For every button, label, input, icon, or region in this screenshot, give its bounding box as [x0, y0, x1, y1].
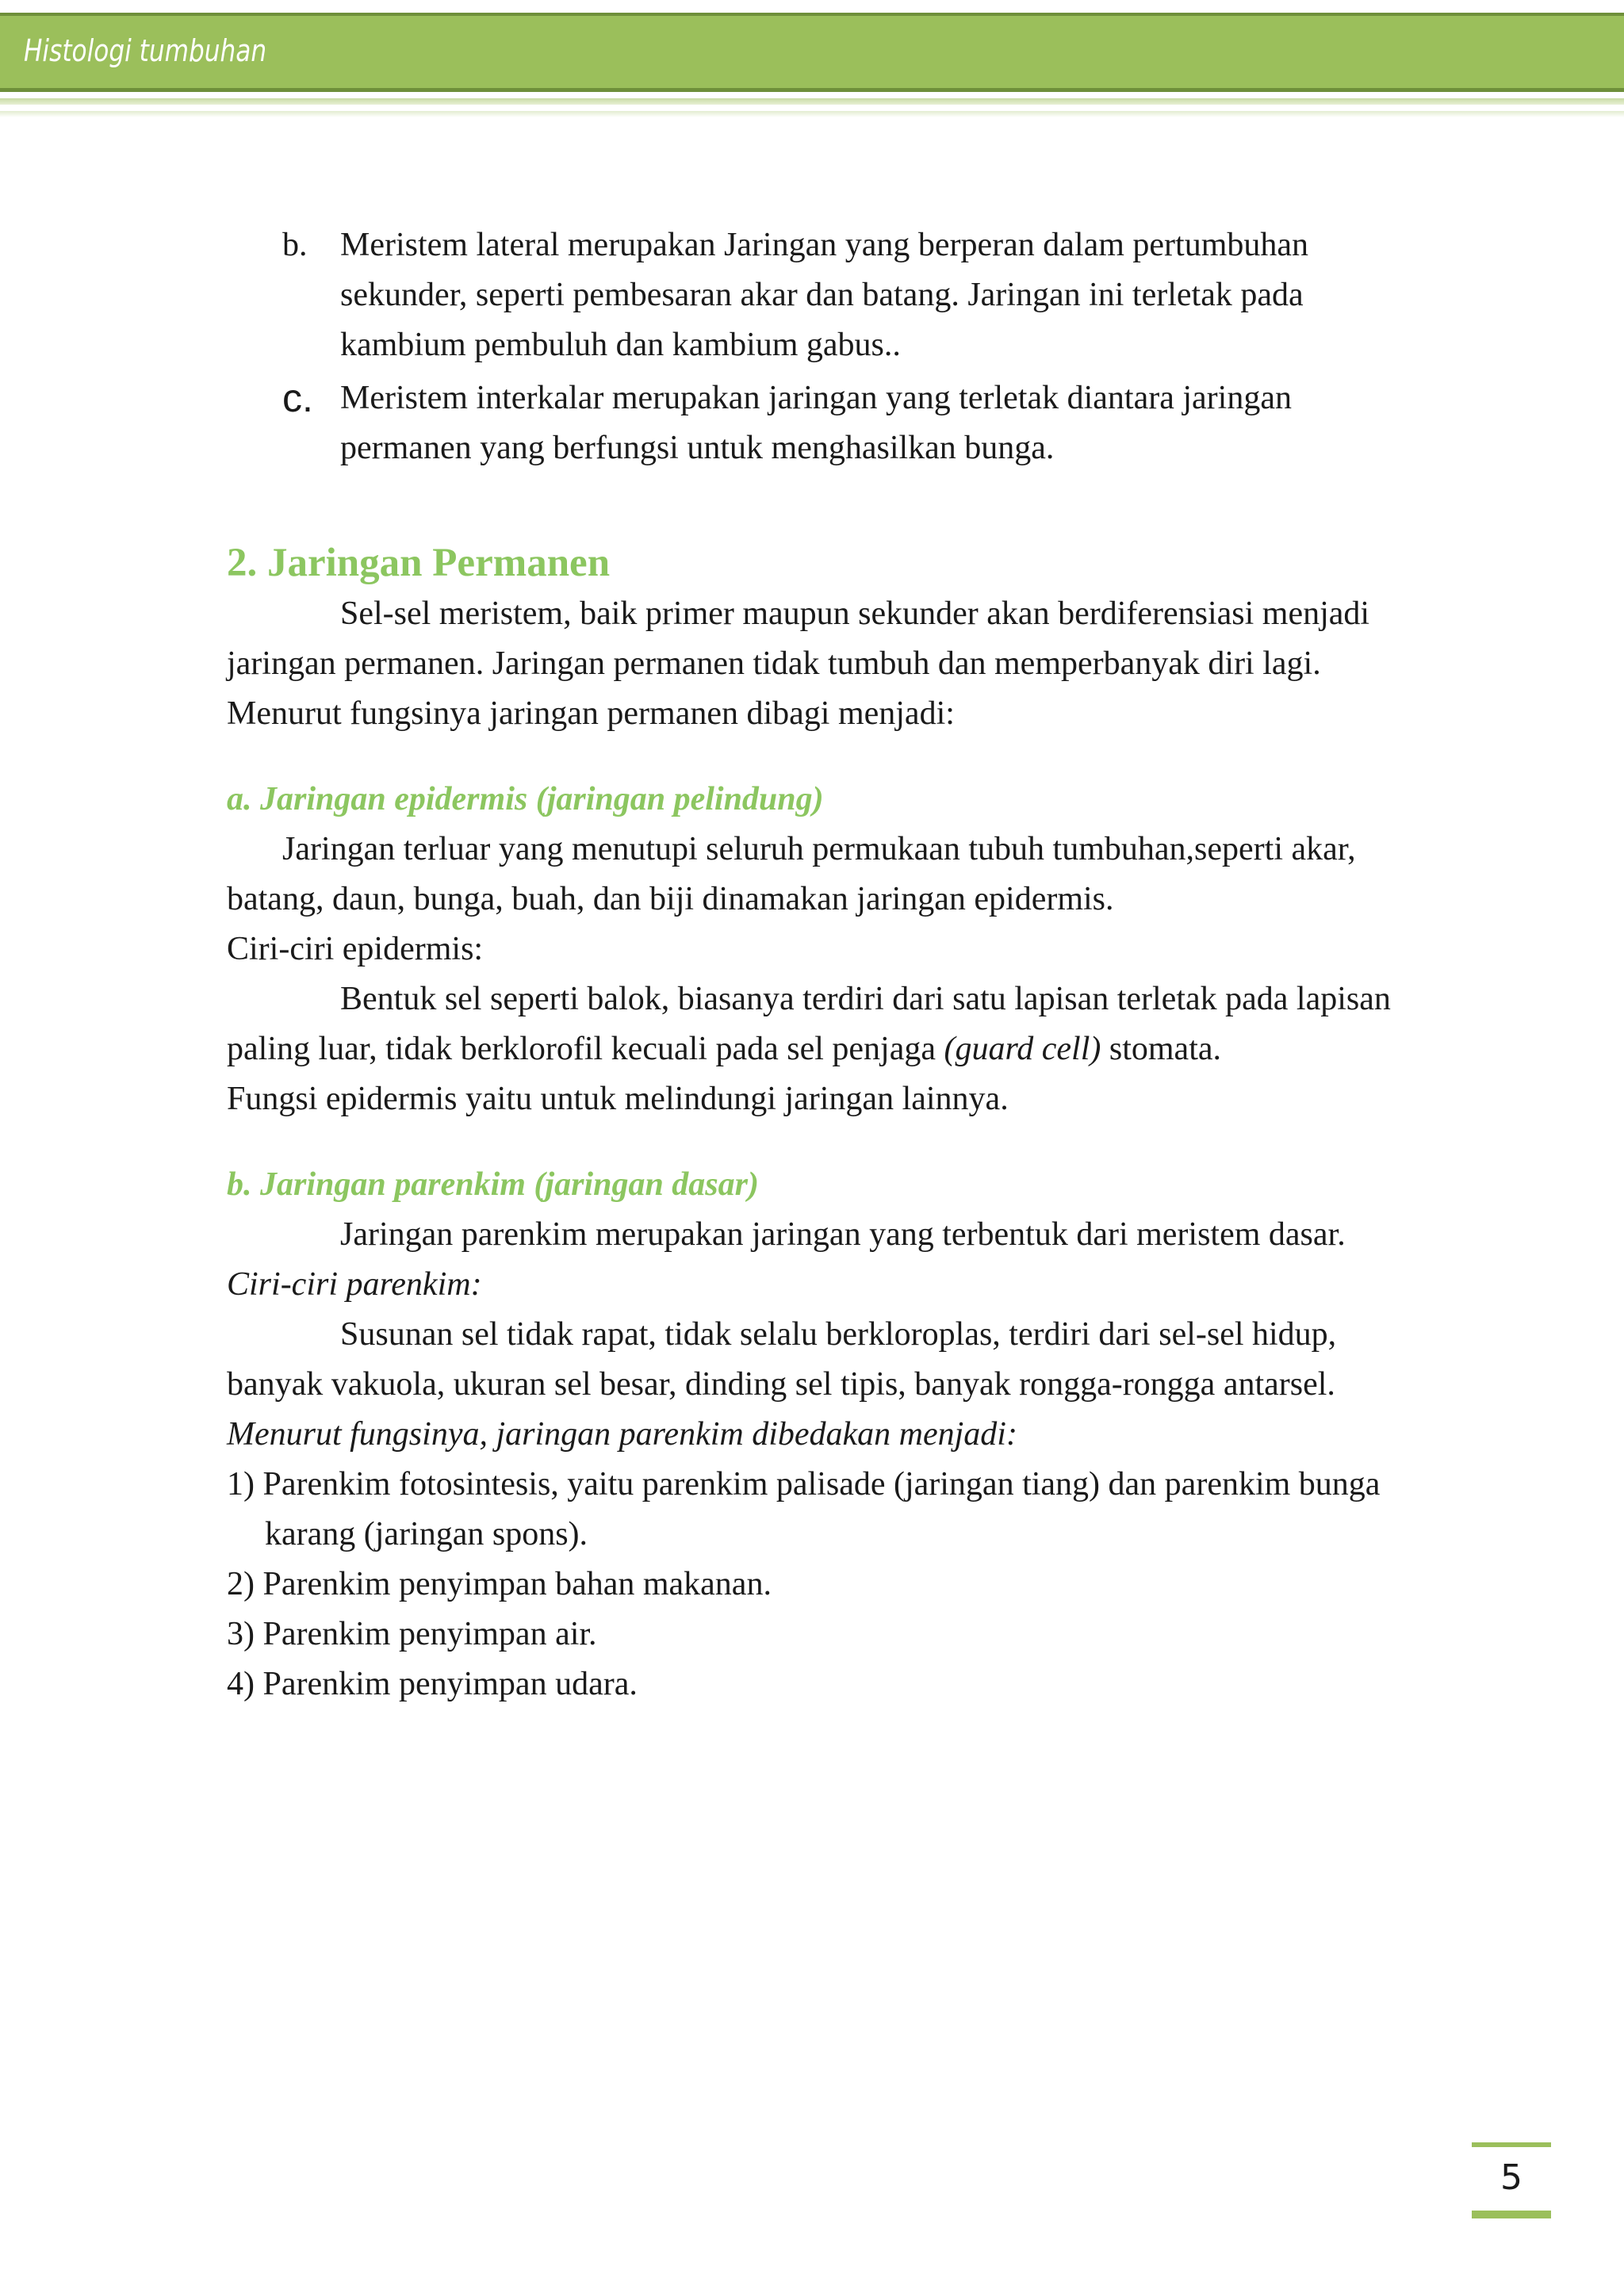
- section-heading-jaringan-permanen: 2. Jaringan Permanen: [227, 541, 611, 585]
- paragraph-ciri-epidermis: [227, 974, 1400, 1074]
- list-item-meristem-lateral: [227, 220, 1400, 370]
- ciri-text-italic: (guard cell): [944, 1031, 1101, 1067]
- page-content: [227, 220, 1400, 1709]
- paragraph-intro-2: Menurut fungsinya jaringan permanen dibagi menjadi:: [227, 695, 955, 732]
- paragraph-parenkim: Jaringan parenkim merupakan jaringan yang terbentuk dari meristem dasar.: [340, 1216, 1346, 1253]
- ciri-text-b: stomata.: [1101, 1031, 1222, 1067]
- list-marker: b.: [282, 227, 308, 263]
- paragraph-ciri-parenkim-1: Susunan sel tidak rapat, tidak selalu berkloroplas, terdiri dari sel-sel hidup,: [340, 1316, 1337, 1353]
- label-ciri-parenkim: Ciri-ciri parenkim:: [227, 1266, 482, 1303]
- header-divider: [0, 98, 1624, 105]
- list-item-text: Meristem lateral merupakan Jaringan yang berperan dalam pertumbuhan sekunder, seperti pembesaran akar dan batang. Jaringan ini terletak pada kambium pembuluh dan kambium gabus..: [340, 227, 1309, 363]
- list-item-parenkim: 4) Parenkim penyimpan udara.: [227, 1666, 638, 1702]
- paragraph-intro: Sel-sel meristem, baik primer maupun sekunder akan berdiferensiasi menjadi jaringan permanen. Jaringan permanen tidak tumbuh dan memperbanyak diri lagi.: [227, 595, 1370, 682]
- label-ciri-epidermis: Ciri-ciri epidermis:: [227, 931, 484, 967]
- page-number: 5: [1472, 2142, 1551, 2218]
- subheading-epidermis: a. Jaringan epidermis (jaringan pelindung): [227, 781, 824, 817]
- header-title: Histologi tumbuhan: [24, 33, 267, 68]
- label-fungsi-parenkim: Menurut fungsinya, jaringan parenkim dibedakan menjadi:: [227, 1416, 1017, 1453]
- list-item-parenkim: 2) Parenkim penyimpan bahan makanan.: [227, 1566, 772, 1602]
- ciri-text-a: Bentuk sel seperti balok, biasanya terdiri dari satu lapisan terletak pada lapisan paling luar, tidak berklorofil kecuali pada sel penjaga: [227, 981, 1391, 1067]
- list-item-text: Meristem interkalar merupakan jaringan yang terletak diantara jaringan permanen yang berfungsi untuk menghasilkan bunga.: [340, 380, 1292, 466]
- header-bar: [0, 13, 1624, 92]
- paragraph-ciri-parenkim-2: banyak vakuola, ukuran sel besar, dinding sel tipis, banyak rongga-rongga antarsel.: [227, 1366, 1335, 1403]
- paragraph-epidermis: Jaringan terluar yang menutupi seluruh permukaan tubuh tumbuhan,seperti akar, batang, daun, bunga, buah, dan biji dinamakan jaringan epidermis.: [227, 831, 1356, 917]
- list-item-parenkim: 3) Parenkim penyimpan air.: [227, 1616, 597, 1652]
- list-item-parenkim: 1) Parenkim fotosintesis, yaitu parenkim palisade (jaringan tiang) dan parenkim bunga karang (jaringan spons).: [227, 1466, 1381, 1552]
- list-marker: c.: [282, 376, 313, 420]
- subheading-parenkim: b. Jaringan parenkim (jaringan dasar): [227, 1166, 759, 1203]
- list-item-meristem-interkalar: [227, 373, 1400, 473]
- header-divider-light: [0, 111, 1624, 117]
- paragraph-fungsi-epidermis: Fungsi epidermis yaitu untuk melindungi jaringan lainnya.: [227, 1081, 1009, 1117]
